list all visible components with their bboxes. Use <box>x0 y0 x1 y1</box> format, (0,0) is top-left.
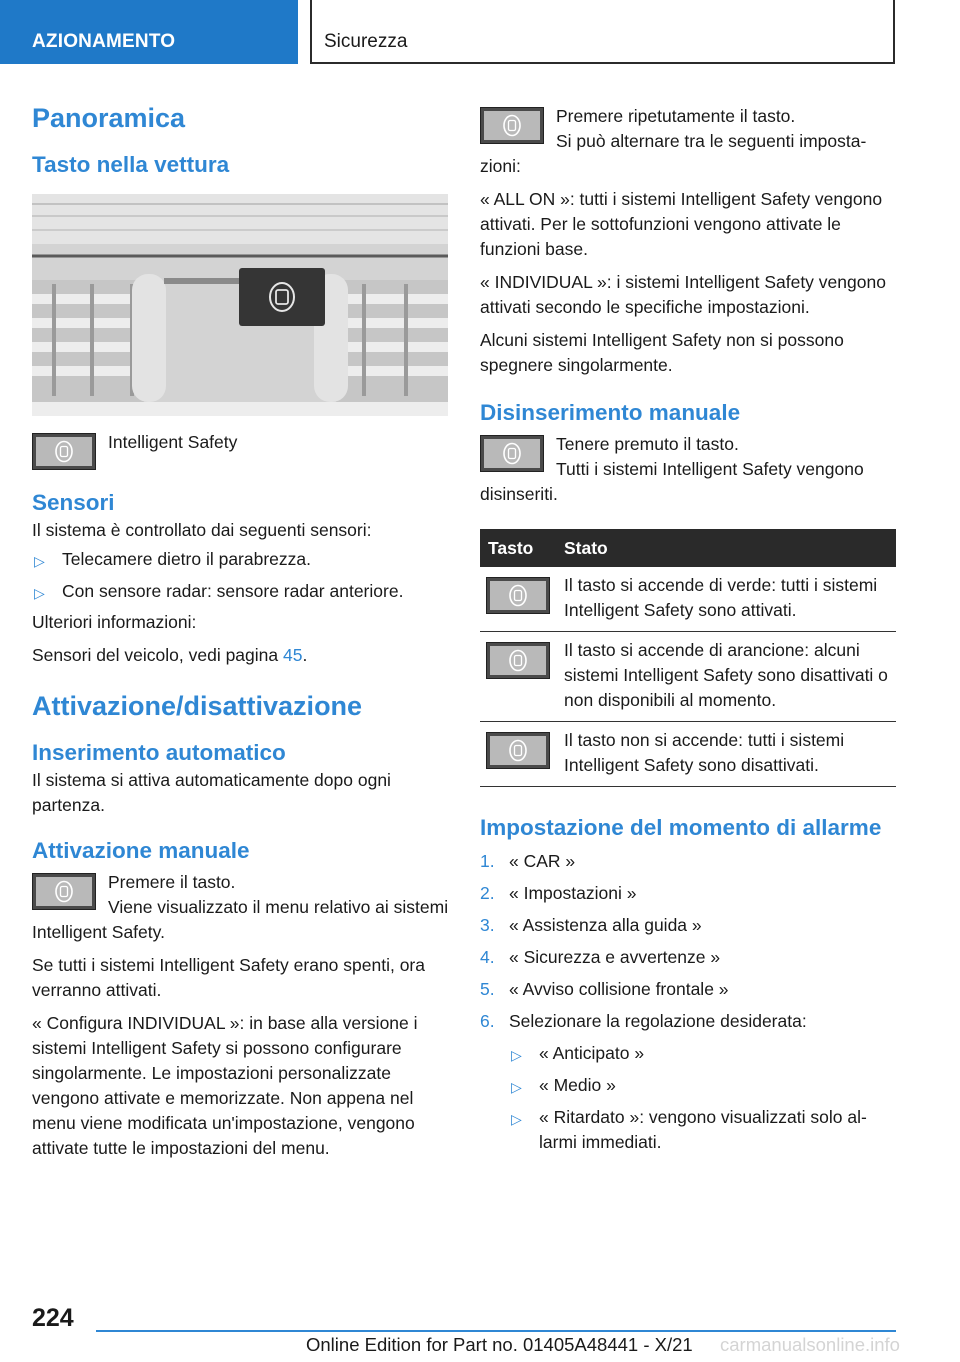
list-item: 5. « Avviso collisione frontale » <box>480 979 729 999</box>
list-item: 3. « Assistenza alla guida » <box>480 915 702 935</box>
heading-inserimento-automatico: Inserimento automatico <box>32 740 286 765</box>
list-item: ▷ « Anticipato » <box>509 1041 896 1066</box>
footer-rule <box>96 1330 896 1332</box>
icon-caption: Intelligent Safety <box>108 432 238 452</box>
triangle-right-icon: ▷ <box>511 1047 522 1063</box>
sensori-intro: Il sistema è controllato dai seguenti sensori: <box>32 520 372 540</box>
heading-tasto-vettura: Tasto nella vettura <box>32 152 230 177</box>
table-cell-stato: Il tasto non si accende: tutti i sistemi Intelligent Safety sono disattivati. <box>556 722 896 787</box>
table-header-tasto: Tasto <box>480 529 556 567</box>
triangle-right-icon: ▷ <box>34 585 45 601</box>
table-row <box>480 722 896 787</box>
table-cell-stato: Il tasto si accende di verde: tutti i sistemi Intelligent Safety sono attivati. <box>556 567 896 632</box>
footer-edition: Online Edition for Part no. 01405A48441 - X/21 <box>306 1334 693 1355</box>
list-item: ▷ Telecamere dietro il parabrezza. <box>32 547 450 572</box>
table-row <box>480 567 896 632</box>
triangle-right-icon: ▷ <box>511 1111 522 1127</box>
right-column: Premere ripetutamente il tasto. Si può alternare tra le seguenti impostazioni: « ALL ON »: tutti i sistemi Intelligent Safety vengono attivati. Per le sottofunzioni vengono attivate le funzioni base. « INDIVIDUAL »: i sistemi Intelligent Safety vengono attivati secondo le specifiche impostazioni. Alcuni sistemi Intelligent Safety non si possono spegnere singolarmente. Disinserimento manuale Tenere premuto il tasto. Tutti i sistemi Intelligent Safety vengono disinseriti. Tasto Stato Il tasto si accende di verde: tutti i sistemi Intelligent Safety sono attivati. Il tasto si accende di arancione: alcuni sistemi Intelligent Safety sono disattivati o non disponibili al momento. Il tasto non si accende: tutti i sistemi Intelligent Safety sono disattivati. Impostazione del momento di allarme 1. « CAR » 2. « Impostazioni » 3. « Assistenza alla guida » 4. « Sicurezza e avvertenze » 5. « Avviso collisione frontale » 6. Selezionare la regolazione desiderata: ▷ « Anticipato » ▷ « Medio » ▷ « Ritardato »: vengono visualizzati solo allarmi immediati. <box>480 104 896 1155</box>
intelligent-safety-button-icon <box>486 732 550 769</box>
heading-sensori: Sensori <box>32 490 115 515</box>
intelligent-safety-legend <box>32 430 450 470</box>
list-item: ▷ « Ritardato »: vengono visualizzati solo allarmi immediati. <box>511 1107 867 1152</box>
attivazione-manuale-block: Premere il tasto. Viene visualizzato il menu relativo ai sistemi Intelligent Safety. <box>32 872 449 942</box>
list-item: ▷ « Medio » <box>509 1073 896 1098</box>
section-tab: AZIONAMENTO <box>0 0 298 64</box>
intelligent-safety-button-icon <box>32 433 96 470</box>
ulteriori-label: Ulteriori informazioni: <box>32 612 197 632</box>
intelligent-safety-button-icon <box>480 107 544 144</box>
sub-options-list <box>509 1041 896 1155</box>
intelligent-safety-button-icon <box>480 435 544 472</box>
footer-watermark: carmanualsonline.info <box>720 1334 900 1355</box>
intelligent-safety-button-icon <box>486 642 550 679</box>
triangle-right-icon: ▷ <box>34 553 45 569</box>
list-item: 4. « Sicurezza e avvertenze » <box>480 947 721 967</box>
steps-list <box>480 849 896 1155</box>
heading-attivazione: Attivazione/disattivazione <box>32 691 363 721</box>
page-link-45[interactable]: 45 <box>283 645 303 665</box>
list-item: 2. « Impostazioni » <box>480 883 637 903</box>
inserimento-automatico-text: Il sistema si attiva automaticamente dopo ogni partenza. <box>32 770 391 815</box>
table-header-stato: Stato <box>556 529 896 567</box>
list-item: ▷ Con sensore radar: sensore radar anteriore. <box>32 579 450 604</box>
chapter-title: Sicurezza <box>324 31 408 52</box>
heading-impostazione-allarme: Impostazione del momento di allarme <box>480 815 882 840</box>
status-table <box>480 529 896 787</box>
table-cell-stato: Il tasto si accende di arancione: alcuni sistemi Intelligent Safety sono disattivati o non disponibili al momento. <box>556 632 896 722</box>
heading-disinserimento: Disinserimento manuale <box>480 400 741 425</box>
table-row <box>480 632 896 722</box>
list-item: 6. Selezionare la regolazione desiderata: ▷ « Anticipato » ▷ « Medio » ▷ « Ritardato »: vengono visualizzati solo allarmi immediati. <box>480 1009 896 1155</box>
heading-attivazione-manuale: Attivazione manuale <box>32 838 250 863</box>
page-number: 224 <box>32 1304 74 1332</box>
sensori-reference: Sensori del veicolo, vedi pagina 45. <box>32 645 308 665</box>
dashboard-photo <box>32 194 448 416</box>
list-item: 1. « CAR » <box>480 851 576 871</box>
heading-panoramica: Panoramica <box>32 103 186 133</box>
triangle-right-icon: ▷ <box>511 1079 522 1095</box>
sensori-list <box>32 547 450 604</box>
disinserimento-block: Tenere premuto il tasto. Tutti i sistemi Intelligent Safety vengono disinseriti. <box>480 434 864 504</box>
ripetutamente-block: Premere ripetutamente il tasto. Si può alternare tra le seguenti impostazioni: <box>480 106 867 176</box>
intelligent-safety-button-icon <box>486 577 550 614</box>
left-column: Panoramica Tasto nella vettura Intelligent Safety Sensori Il sistema è controllato dai seguenti sensori: ▷ Telecamere dietro il parabrezza. ▷ Con sensore radar: sensore radar anteriore. Ulteriori informazioni: Sensori del veicolo, vedi pagina 45. Attivazione/disattivazione Inserimento automatico Il sistema si attiva automaticamente dopo ogni partenza. Attivazione manuale Premere il tasto. Viene visualizzato il menu relativo ai sistemi Intelligent Safety. Se tutti i sistemi Intelligent Safety erano spenti, ora verranno attivati. « Configura INDIVIDUAL »: in base alla versione i sistemi Intelligent Safety si possono configurare singolarmente. Le impostazioni personalizzate vengono attivate e memorizzate. Non appena nel menu viene modificata un'impostazione, vengono attivate tutte le impostazioni del menu. <box>32 100 450 1161</box>
intelligent-safety-button-icon <box>32 873 96 910</box>
